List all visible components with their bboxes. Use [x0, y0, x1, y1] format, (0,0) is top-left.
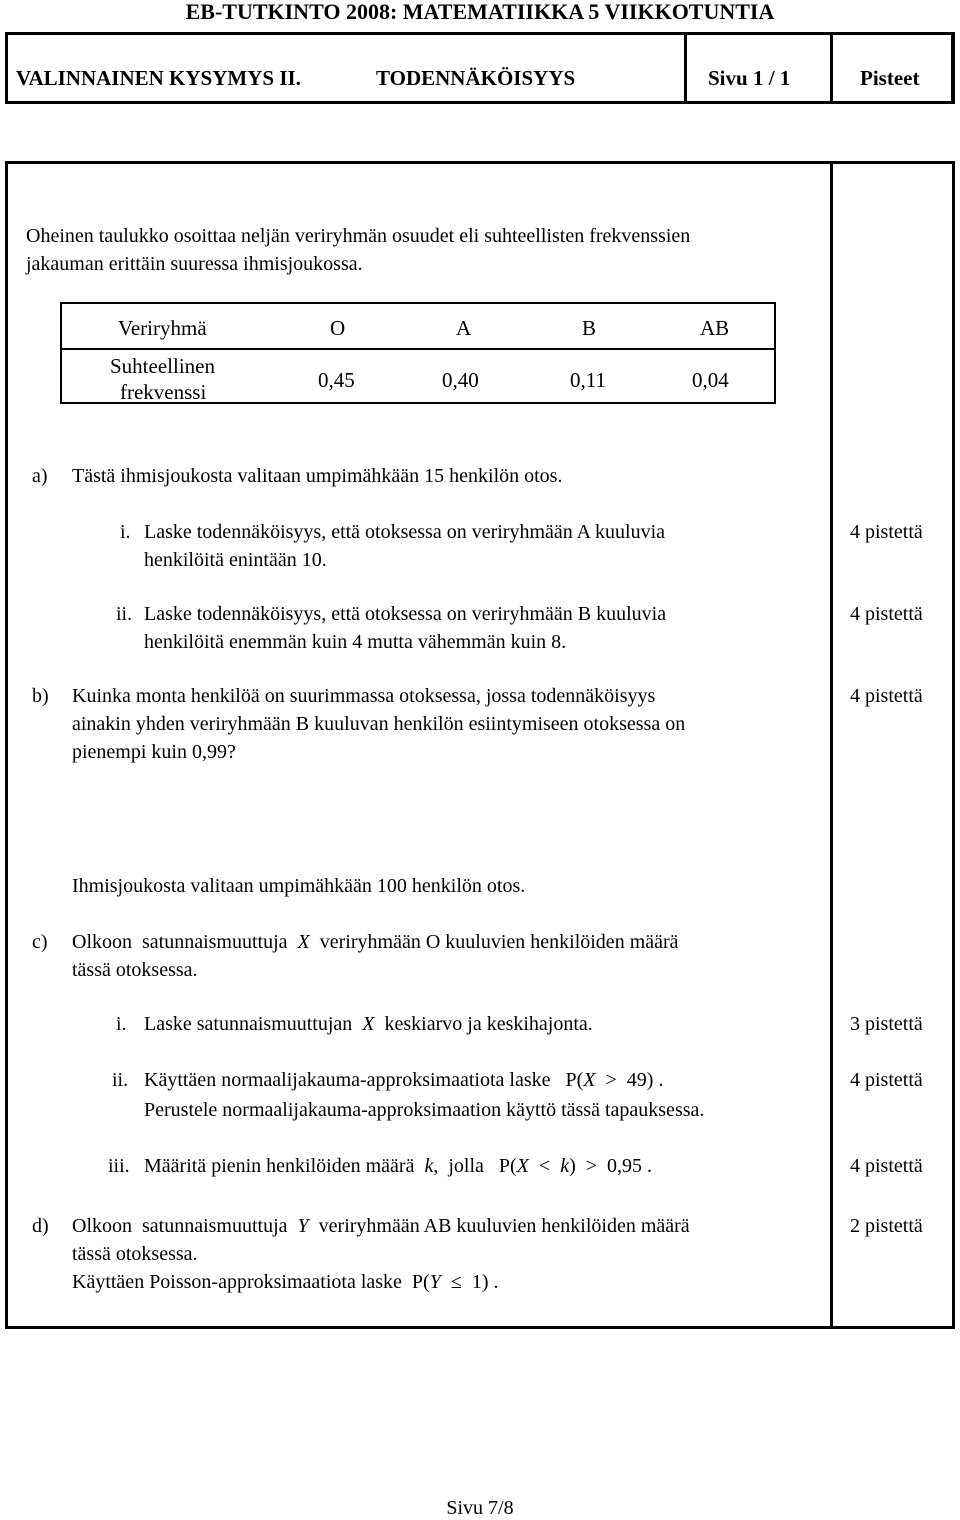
table-header-cell: B [582, 316, 597, 340]
table-header-cell: AB [700, 316, 730, 340]
variable-x: X [516, 1155, 529, 1177]
text-fragment: Olkoon satunnaismuuttuja [72, 1215, 298, 1237]
variable-k: k [560, 1155, 570, 1177]
table-row-label: Suhteellinen [110, 354, 215, 378]
text-fragment: ≤ 1) . [440, 1271, 499, 1293]
text-fragment: Käyttäen normaalijakauma-approksimaatiota laske P( [144, 1069, 584, 1091]
table-row-divider [62, 348, 774, 350]
header-divider-points [830, 32, 833, 104]
part-c-iii-label: iii. [108, 1155, 130, 1177]
part-a-i-label: i. [120, 521, 131, 543]
part-d-label: d) [32, 1215, 49, 1237]
points-column-divider [830, 161, 833, 1329]
page-title: EB-TUTKINTO 2008: MATEMATIIKKA 5 VIIKKOTUNTIA [185, 0, 775, 24]
table-header-cell: O [330, 316, 346, 340]
intro-line-1: Oheinen taulukko osoittaa neljän veriryhmän osuudet eli suhteellisten frekvenssien [26, 225, 691, 247]
text-fragment: < [528, 1155, 561, 1177]
variable-y: Y [297, 1215, 309, 1237]
part-a-i-points: 4 pistettä [850, 521, 923, 543]
part-d-line-2: tässä otoksessa. [72, 1243, 198, 1265]
table-header-label: Veriryhmä [118, 316, 207, 340]
text-fragment: Olkoon satunnaismuuttuja [72, 931, 298, 953]
section-heading: VALINNAINEN KYSYMYS II. [16, 66, 301, 90]
variable-y: Y [429, 1271, 441, 1293]
sample-text: Ihmisjoukosta valitaan umpimähkään 100 henkilön otos. [72, 875, 526, 897]
table-cell: 0,40 [442, 368, 479, 392]
part-d-line-3 [72, 1270, 498, 1294]
part-c-ii-line-1 [144, 1068, 663, 1092]
part-c-iii-points: 4 pistettä [850, 1155, 923, 1177]
text-fragment: Käyttäen Poisson-approksimaatiota laske P( [72, 1271, 430, 1293]
text-fragment: veriryhmään O kuuluvien henkilöiden määrä [309, 931, 679, 953]
part-c-ii-label: ii. [112, 1069, 129, 1091]
part-a-i-line-1: Laske todennäköisyys, että otoksessa on veriryhmään A kuuluvia [144, 521, 666, 543]
variable-x: X [362, 1013, 375, 1035]
part-a-ii-line-1: Laske todennäköisyys, että otoksessa on veriryhmään B kuuluvia [144, 603, 667, 625]
table-row-label: frekvenssi [120, 380, 207, 404]
table-cell: 0,04 [692, 368, 729, 392]
text-fragment: Määritä pienin henkilöiden määrä [144, 1155, 425, 1177]
variable-x: X [297, 931, 310, 953]
part-c-i-label: i. [116, 1013, 127, 1035]
text-fragment: Laske satunnaismuuttujan [144, 1013, 363, 1035]
part-c-ii-line-2: Perustele normaalijakauma-approksimaation käyttö tässä tapauksessa. [144, 1099, 705, 1121]
text-fragment: keskiarvo ja keskihajonta. [374, 1013, 593, 1035]
part-c-ii-points: 4 pistettä [850, 1069, 923, 1091]
part-b-points: 4 pistettä [850, 685, 923, 707]
part-c-iii-text [144, 1154, 652, 1178]
part-b-label: b) [32, 685, 49, 707]
text-fragment: veriryhmään AB kuuluvien henkilöiden määrä [308, 1215, 690, 1237]
intro-line-2: jakauman erittäin suuressa ihmisjoukossa. [26, 253, 363, 275]
text-fragment: ) > 0,95 . [569, 1155, 653, 1177]
table-cell: 0,45 [318, 368, 355, 392]
header-divider-page [684, 32, 687, 104]
part-b-line-3: pienempi kuin 0,99? [72, 741, 236, 763]
table-header-cell: A [456, 316, 472, 340]
part-c-i-text [144, 1012, 593, 1036]
text-fragment: > 49) . [595, 1069, 664, 1091]
part-c-i-points: 3 pistettä [850, 1013, 923, 1035]
points-heading: Pisteet [860, 66, 920, 90]
part-c-line-1 [72, 930, 679, 954]
part-d-line-1 [72, 1214, 690, 1238]
topic-heading: TODENNÄKÖISYYS [376, 66, 576, 90]
page-indicator: Sivu 1 / 1 [708, 66, 791, 90]
frequency-table [60, 302, 776, 404]
part-a-label: a) [32, 465, 48, 487]
part-c-line-2: tässä otoksessa. [72, 959, 198, 981]
variable-k: k [424, 1155, 434, 1177]
part-a-ii-line-2: henkilöitä enemmän kuin 4 mutta vähemmän kuin 8. [144, 631, 567, 653]
part-b-line-1: Kuinka monta henkilöä on suurimmassa otoksessa, jossa todennäköisyys [72, 685, 656, 707]
part-c-label: c) [32, 931, 48, 953]
part-d-points: 2 pistettä [850, 1215, 923, 1237]
part-a-ii-points: 4 pistettä [850, 603, 923, 625]
text-fragment: , jolla P( [433, 1155, 517, 1177]
page-number: Sivu 7/8 [446, 1497, 514, 1519]
variable-x: X [583, 1069, 596, 1091]
part-a-ii-label: ii. [116, 603, 133, 625]
part-a-i-line-2: henkilöitä enintään 10. [144, 549, 327, 571]
part-b-line-2: ainakin yhden veriryhmään B kuuluvan henkilön esiintymiseen otoksessa on [72, 713, 686, 735]
part-a-text: Tästä ihmisjoukosta valitaan umpimähkään 15 henkilön otos. [72, 465, 563, 487]
table-cell: 0,11 [570, 368, 606, 392]
